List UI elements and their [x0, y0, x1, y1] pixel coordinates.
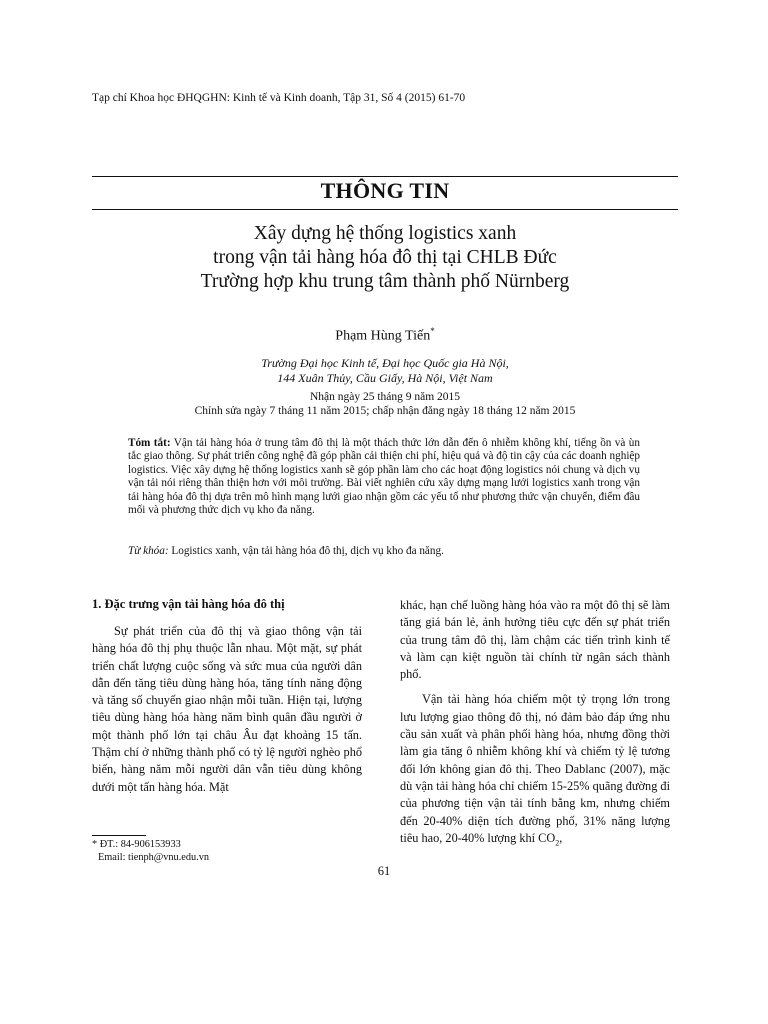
page-number: 61	[377, 864, 391, 878]
affiliation	[92, 356, 678, 386]
author	[92, 326, 678, 345]
title-line: Trường hợp khu trung tâm thành phố Nürnberg	[200, 271, 570, 292]
left-column	[92, 623, 362, 796]
title-line: Xây dựng hệ thống logistics xanh	[253, 223, 517, 244]
keywords	[128, 545, 640, 557]
abstract-label: Tóm tắt:	[128, 437, 171, 449]
body-paragraph: Sự phát triển của đô thị và giao thông vận tải hàng hóa đô thị phụ thuộc lẫn nhau. Một mặt, sự phát triển chất lượng cuộc sống và sức mua của người dân dẫn đến tăng tiêu dùng hàng hóa, tăng tính năng động và tăng số chuyến giao nhận mỗi tuần. Hiện tại, lượng tiêu dùng hàng hóa hàng năm bình quân đầu người ở một thành phố lớn tại châu Âu đạt khoảng 15 tấn. Thậm chí ở những thành phố có tỷ lệ người nghèo phổ biến, hàng năm mỗi người dân vẫn tiêu dùng không dưới một tấn hàng hóa. Mặt	[92, 624, 362, 794]
received-date: Nhận ngày 25 tháng 9 năm 2015	[309, 391, 461, 403]
paragraph-text: Vận tải hàng hóa chiếm một tỷ trọng lớn trong lưu lượng giao thông đô thị, nó đảm bảo đáp ứng nhu cầu sản xuất và phân phối hàng hóa, nhưng đồng thời làm gia tăng ô nhiễm không khí và chiếm tỷ lệ tương đối lớn không gian đô thị. Theo Dablanc (2007), mặc dù vận tải hàng hóa chỉ chiếm 15-25% quãng đường đi của phương tiện vận tải tính bằng km, nhưng chiếm đến 20-40% diện tích đường phố, 31% năng lượng tiêu hao, 20-40% lượng khí CO	[400, 692, 670, 845]
right-column	[400, 597, 670, 852]
bottom-rule	[92, 209, 678, 210]
paragraph-end: ,	[559, 830, 563, 845]
section-heading: 1. Đặc trưng vận tải hàng hóa đô thị	[92, 597, 285, 611]
abstract	[128, 437, 640, 517]
keywords-text: Logistics xanh, vận tải hàng hóa đô thị, dịch vụ kho đa năng.	[168, 545, 444, 557]
article-dates	[92, 390, 678, 418]
body-paragraph: khác, hạn chế luồng hàng hóa vào ra một đô thị sẽ làm tăng giá bán lẻ, ảnh hưởng tiêu cực đến sự phát triển của trung tâm đô thị, làm chậm các tiến trình kinh tế và làm cạn kiệt nguồn tài chính từ ngân sách thành phố.	[400, 598, 670, 682]
journal-citation: Tạp chí Khoa học ĐHQGHN: Kinh tế và Kinh doanh, Tập 31, Số 4 (2015) 61-70	[92, 92, 466, 104]
body-paragraph	[400, 691, 670, 851]
footnote-email: Email: tienph@vnu.edu.vn	[98, 852, 210, 863]
affiliation-line: 144 Xuân Thủy, Cầu Giấy, Hà Nội, Việt Nam	[277, 371, 493, 385]
revised-accepted-date: Chỉnh sửa ngày 7 tháng 11 năm 2015; chấp nhận đăng ngày 18 tháng 12 năm 2015	[194, 405, 576, 417]
footnote-rule	[92, 835, 146, 836]
title-line: trong vận tải hàng hóa đô thị tại CHLB Đức	[213, 247, 557, 268]
top-rule	[92, 176, 678, 177]
article-title	[92, 222, 678, 294]
section-label: THÔNG TIN	[320, 178, 450, 203]
footnote	[92, 838, 209, 864]
subscript: 2	[555, 838, 560, 848]
affiliation-line: Trường Đại học Kinh tế, Đại học Quốc gia Hà Nội,	[261, 356, 509, 370]
keywords-label: Từ khóa:	[128, 545, 169, 557]
abstract-text: Vận tải hàng hóa ở trung tâm đô thị là một thách thức lớn dẫn đến ô nhiễm không khí, tiếng ồn và ùn tắc giao thông. Sự phát triển công nghệ đã góp phần cải thiện chi phí, hiệu quả và độ tin cậy của các doanh nghiệp logistics. Việc xây dựng hệ thống logistics xanh sẽ góp phần làm cho các hoạt động logistics nói chung và dịch vụ vận tải nói riêng thân thiện hơn với môi trường. Bài viết nghiên cứu xây dựng mạng lưới logistics xanh trong vận tải hàng hóa đô thị dựa trên mô hình mạng lưới giao nhận gồm các yếu tố như phương thức vận chuyển, điểm đầu mối và phương thức dịch vụ kho đa năng.	[128, 437, 640, 517]
footnote-phone: * ĐT.: 84-906153933	[92, 839, 181, 850]
author-name: Phạm Hùng Tiến	[335, 328, 431, 344]
author-footnote-mark: *	[430, 326, 435, 336]
